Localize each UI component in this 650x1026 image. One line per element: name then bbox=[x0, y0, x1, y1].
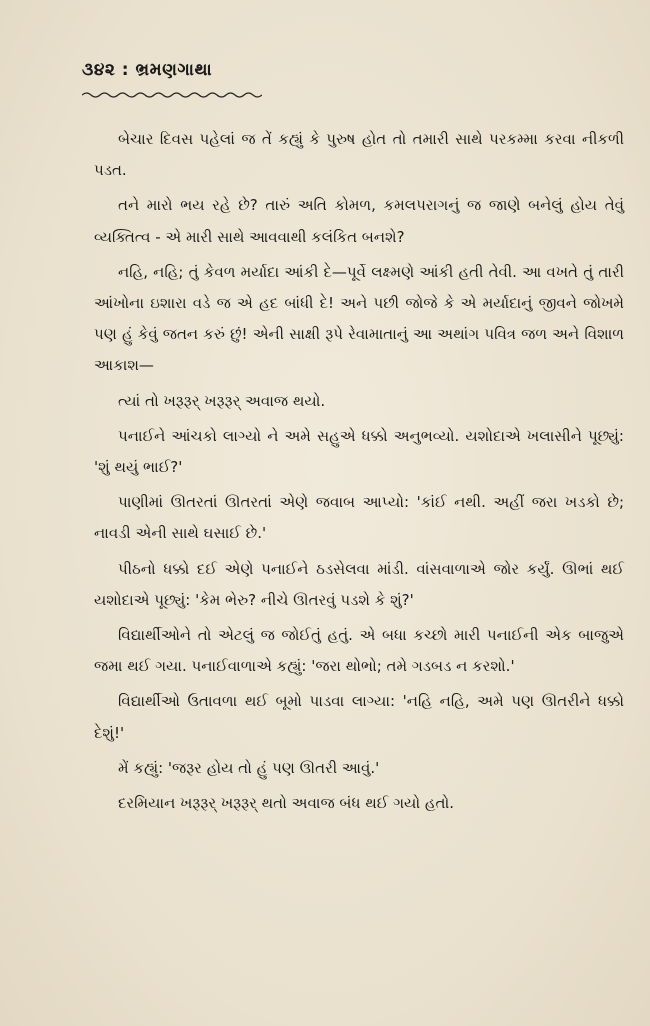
paragraph: વિદ્યાર્થીઓને તો એટલું જ જોઈતું હતું. એ બધા કચ્છો મારી પનાઈની એક બાજુએ જમા થઈ ગયા. પનાઈવાળાએ કહ્યું: 'જરા થોભો; તમે ગડબડ ન કરશો.' bbox=[94, 626, 624, 676]
paragraph: દરમિયાન ખરૂરૂર્ ખરૂરૂર્ થતો અવાજ બંધ થઈ ગયો હતો. bbox=[118, 794, 454, 813]
wavy-rule-ornament bbox=[82, 90, 262, 100]
paragraph: ત્યાં તો ખરૂરૂર્ ખરૂરૂર્ અવાજ થયો. bbox=[118, 391, 326, 410]
paragraph: નહિ, નહિ; તું કેવળ મર્યાદા આંકી દે—પૂર્વે લક્ષ્મણે આંકી હતી તેવી. આ વખતે તું તારી આંખોના ઇશારા વડે જ એ હદ બાંધી દે! અને પછી જોજે કે એ મર્યાદાનું જીવને જોખમે પણ હું કેવું જતન કરું છું! એની સાક્ષી રૂપે રેવામાતાનું આ અથાંગ પવિત્ર જળ અને વિશાળ આકાશ— bbox=[94, 262, 624, 375]
paragraph: વિદ્યાર્થીઓ ઉતાવળા થઈ બૂમો પાડવા લાગ્યા: 'નહિ નહિ, અમે પણ ઊતરીને ધક્કો દેશું!' bbox=[94, 692, 624, 742]
running-head: ૩૪૨ : ભ્રમણગાથા bbox=[82, 60, 213, 80]
paragraph: પાણીમાં ઊતરતાં ઊતરતાં એણે જવાબ આપ્યો: 'કાંઈ નથી. અહીં જરા ખડકો છે; નાવડી એની સાથે ઘસાઈ છે.' bbox=[94, 493, 624, 543]
paragraph: બેચાર દિવસ પહેલાં જ તેં કહ્યું કે પુરુષ હોત તો તમારી સાથે પરકમ્મા કરવા નીકળી પડત. bbox=[94, 130, 624, 180]
paragraph: પીઠનો ધક્કો દઈ એણે પનાઈને ઠડસેલવા માંડી. વાંસવાળાએ જોર કર્યું. ઊભાં થઈ યશોદાએ પૂછ્યું: 'કેમ ભેરુ? નીચે ઊતરવું પડશે કે શું?' bbox=[94, 559, 624, 609]
paragraph: પનાઈને આંચકો લાગ્યો ને અમે સહુએ ધક્કો અનુભવ્યો. યશોદાએ ખલાસીને પૂછ્યું: 'શું થયું ભાઈ?' bbox=[94, 426, 624, 477]
body-text bbox=[94, 124, 624, 823]
paragraph: તને મારો ભય રહે છે? તારું અતિ કોમળ, કમલપરાગનું જ જાણે બનેલું હોય તેવું વ્યક્તિત્વ - એ મારી સાથે આવવાથી કલંકિત બનશે? bbox=[94, 196, 624, 246]
paragraph: મેં કહ્યું: 'જરૂર હોય તો હું પણ ઊતરી આવું.' bbox=[118, 758, 380, 777]
